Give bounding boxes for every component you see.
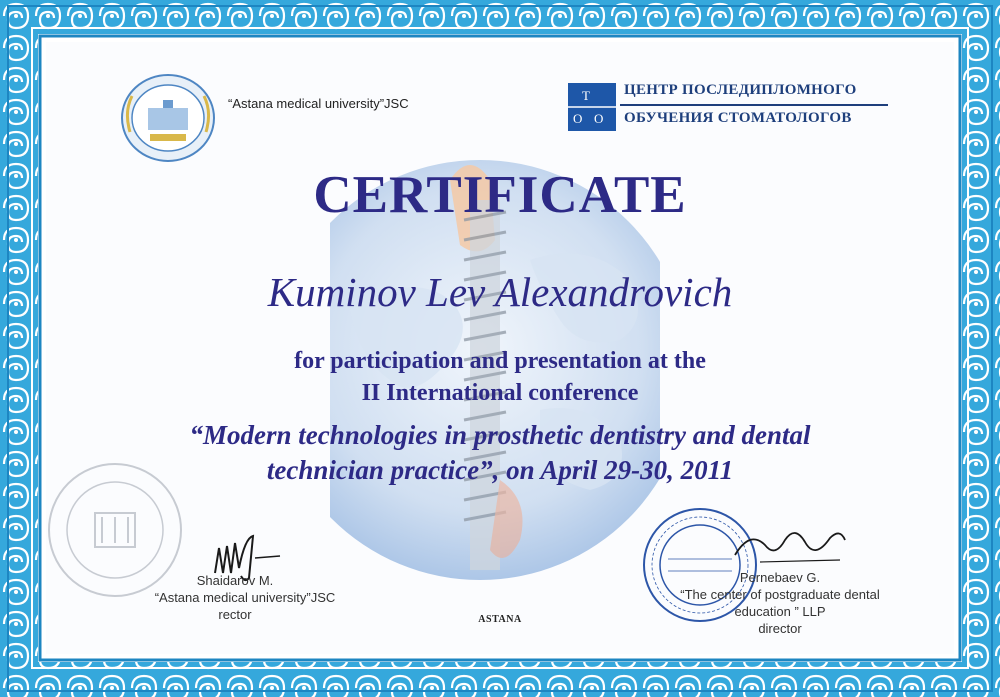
conference-title-line2: technician practice”, on April 29-30, 2011 — [266, 455, 734, 485]
conference-title-line1: “Modern technologies in prosthetic dentistry and dental — [189, 420, 811, 450]
director-organization-line1: “The center of postgraduate dental — [680, 587, 880, 602]
center-logo — [568, 83, 616, 131]
award-reason-line2: II International conference — [361, 380, 639, 406]
rector-role: rector — [218, 607, 252, 622]
recipient-name: Kuminov Lev Alexandrovich — [267, 269, 733, 315]
director-name: Pernebaev G. — [739, 570, 821, 585]
logo-letter-o1: О — [573, 111, 583, 126]
university-logo — [118, 72, 218, 164]
issue-place: ASTANA — [478, 614, 522, 625]
center-name-line1: ЦЕНТР ПОСЛЕДИПЛОМНОГО — [624, 82, 857, 98]
center-divider — [620, 104, 888, 106]
rector-organization: “Astana medical university”JSC — [154, 590, 336, 605]
award-reason-line1: for participation and presentation at the — [294, 348, 706, 374]
university-name: “Astana medical university”JSC — [228, 96, 409, 111]
center-name-line2: ОБУЧЕНИЯ СТОМАТОЛОГОВ — [624, 110, 852, 126]
certificate-title: CERTIFICATE — [313, 166, 687, 224]
logo-letter-t: Т — [582, 88, 590, 103]
director-role: director — [758, 621, 802, 636]
director-organization-line2: education ” LLP — [734, 604, 826, 619]
director-signature — [730, 520, 850, 570]
logo-letter-o2: О — [594, 111, 604, 126]
rector-name: Shaidarov M. — [196, 573, 274, 588]
